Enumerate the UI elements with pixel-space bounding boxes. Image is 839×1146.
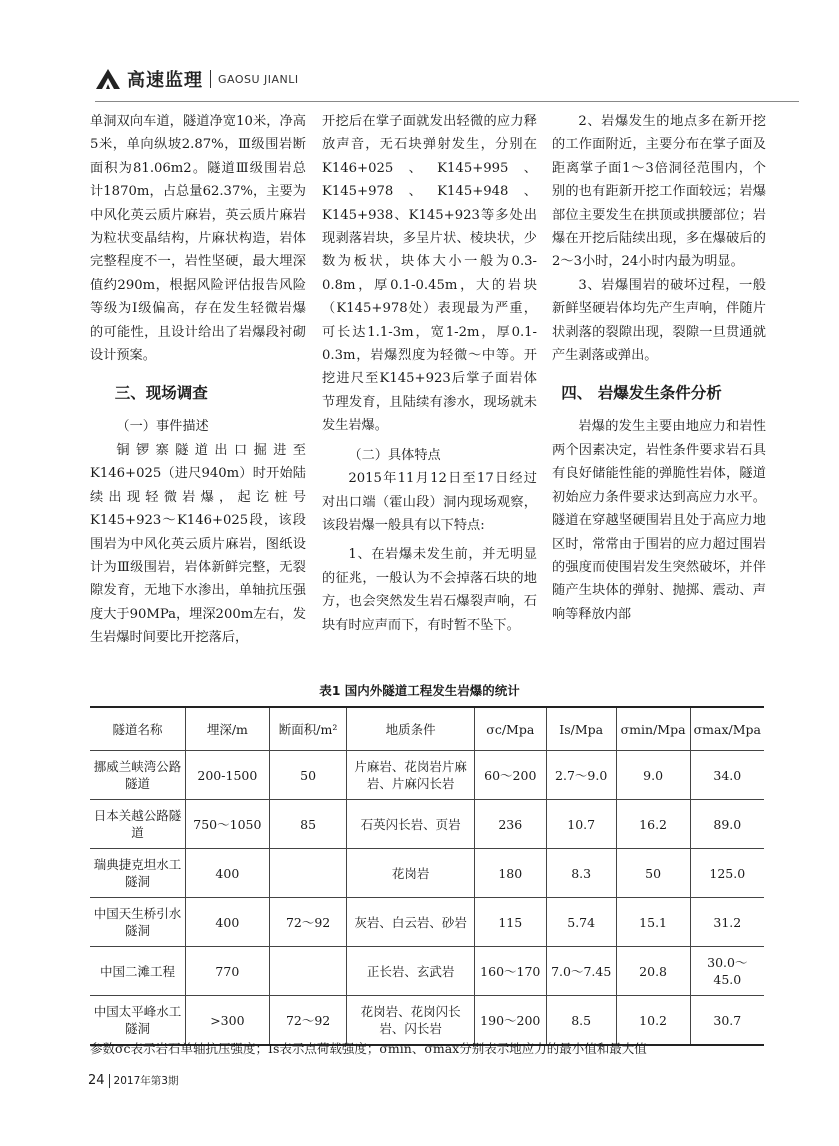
footer-divider — [109, 1074, 110, 1088]
table-cell: 89.0 — [690, 800, 764, 849]
table-cell: 中国二滩工程 — [90, 947, 186, 996]
table-cell: 中国天生桥引水隧洞 — [90, 898, 186, 947]
table-cell: 挪威兰峡湾公路隧道 — [90, 751, 186, 800]
table-header-cell: σmin/Mpa — [616, 707, 690, 751]
paragraph: 1、在岩爆未发生前，并无明显的征兆，一般认为不会掉落石块的地方，也会突然发生岩石爆裂声响，石块有时应声而下，有时暂不坠下。 — [322, 547, 537, 633]
table-header-row — [90, 707, 764, 751]
table-cell: 750～1050 — [186, 800, 270, 849]
table-header-cell: 埋深/m — [186, 707, 270, 751]
page-number: 24 — [88, 1073, 105, 1088]
table-cell: 30.7 — [690, 996, 764, 1046]
table-cell: 236 — [474, 800, 546, 849]
text-column-3 — [552, 110, 766, 626]
table-header-cell: σc/Mpa — [474, 707, 546, 751]
table-cell: 160～170 — [474, 947, 546, 996]
table-header-cell: σmax/Mpa — [690, 707, 764, 751]
table-cell: 8.3 — [546, 849, 616, 898]
text-column-2 — [322, 110, 537, 637]
table-cell: 10.7 — [546, 800, 616, 849]
table-cell: 花岗岩、花岗闪长岩、闪长岩 — [347, 996, 474, 1046]
table-cell: 115 — [474, 898, 546, 947]
section-heading-3: 三、现场调查 — [114, 384, 208, 403]
table-cell: 10.2 — [616, 996, 690, 1046]
subsection-heading-2: （二）具体特点 — [348, 447, 441, 463]
table-cell: 灰岩、白云岩、砂岩 — [347, 898, 474, 947]
table-cell: 中国太平峰水工隧洞 — [90, 996, 186, 1046]
table-cell: 日本关越公路隧道 — [90, 800, 186, 849]
table-row — [90, 751, 764, 800]
table-cell: 180 — [474, 849, 546, 898]
table-cell: 瑞典捷克坦水工隧洞 — [90, 849, 186, 898]
table-header-cell: 地质条件 — [347, 707, 474, 751]
rockburst-statistics-table — [90, 706, 764, 1046]
table-cell: 2.7～9.0 — [546, 751, 616, 800]
table-cell: 190～200 — [474, 996, 546, 1046]
table-cell: 5.74 — [546, 898, 616, 947]
table-cell: 50 — [616, 849, 690, 898]
table-cell: 正长岩、玄武岩 — [347, 947, 474, 996]
table-cell: 30.0～45.0 — [690, 947, 764, 996]
table-cell: 125.0 — [690, 849, 764, 898]
table-cell: 400 — [186, 898, 270, 947]
table-header-cell: 隧道名称 — [90, 707, 186, 751]
table-cell: 石英闪长岩、页岩 — [347, 800, 474, 849]
paragraph: 2015年11月12日至17日经过对出口端（霍山段）洞内现场观察，该段岩爆一般具有以下特点: — [322, 471, 537, 533]
table-cell: 60～200 — [474, 751, 546, 800]
section-heading-4: 四、 岩爆发生条件分析 — [561, 384, 722, 403]
table-cell: 片麻岩、花岗岩片麻岩、片麻闪长岩 — [347, 751, 474, 800]
table-cell: 50 — [269, 751, 347, 800]
journal-logo-icon — [95, 66, 121, 92]
subsection-heading-1: （一）事件描述 — [116, 419, 209, 435]
table-cell: 85 — [269, 800, 347, 849]
table-cell: 9.0 — [616, 751, 690, 800]
journal-name: 高速监理 — [127, 70, 203, 91]
table-header-cell: 断面积/m² — [269, 707, 347, 751]
table-row — [90, 898, 764, 947]
table-cell: 20.8 — [616, 947, 690, 996]
table-cell — [269, 947, 347, 996]
table-cell — [269, 849, 347, 898]
table-cell: 15.1 — [616, 898, 690, 947]
table-cell: 770 — [186, 947, 270, 996]
table-row — [90, 800, 764, 849]
table-cell: 31.2 — [690, 898, 764, 947]
table-cell: 400 — [186, 849, 270, 898]
table-note: 参数σc表示岩石单轴抗压强度；Is表示点荷载强度；σmin、σmax分别表示地应力的最小值和最大值 — [90, 1041, 647, 1056]
table-cell: 72～92 — [269, 996, 347, 1046]
paragraph: 开挖后在掌子面就发出轻微的应力释放声音，无石块弹射发生，分别在K146+025、K145+995、K145+978、K145+948、K145+938、K145+923等多处出现剥落岩块，多呈片状、棱块状，少数为板状，块体大小一般为0.3-0.8m，厚0.1-0.45m，大的岩块（K145+978处）表现最为严重，可长达1.1-3m，宽1-2m，厚0.1-0.3m，岩爆烈度为轻微～中等。开挖进尺至K145+923后掌子面岩体节理发育，且陆续有渗水，现场就未发生岩爆。 — [322, 114, 537, 434]
table-cell: 8.5 — [546, 996, 616, 1046]
paragraph: 3、岩爆围岩的破坏过程，一般新鲜坚硬岩体均先产生声响，伴随片状剥落的裂隙出现，裂隙一旦贯通就产生剥落或弹出。 — [552, 277, 766, 364]
page-header — [95, 64, 299, 94]
paragraph: 岩爆的发生主要由地应力和岩性两个因素决定，岩性条件要求岩石具有良好储能性能的弹脆性岩体，隧道初始应力条件要求达到高应力水平。隧道在穿越坚硬围岩且处于高应力地区时，常常由于围岩的应力超过围岩的强度而使围岩发生突然破坏，并伴随产生块体的弹射、抛掷、震动、声响等释放内部 — [552, 419, 766, 622]
header-divider — [210, 70, 211, 88]
table-cell: 34.0 — [690, 751, 764, 800]
journal-name-en: GAOSU JIANLI — [218, 72, 299, 86]
table-row — [90, 947, 764, 996]
table-row — [90, 996, 764, 1046]
text-column-1 — [90, 110, 306, 650]
paragraph: 2、岩爆发生的地点多在新开挖的工作面附近，主要分布在掌子面及距离掌子面1～3倍洞径范围内，个别的也有距新开挖工作面较远；岩爆部位主要发生在拱顶或拱腰部位；岩爆在开挖后陆续出现，多在爆破后的2～3小时，24小时内最为明显。 — [552, 114, 766, 270]
table-cell: 花岗岩 — [347, 849, 474, 898]
table-header-cell: Is/Mpa — [546, 707, 616, 751]
table-cell: 200-1500 — [186, 751, 270, 800]
table-cell: 16.2 — [616, 800, 690, 849]
page-footer — [88, 1073, 178, 1088]
table-row — [90, 849, 764, 898]
table-cell: 72～92 — [269, 898, 347, 947]
paragraph: 铜锣寨隧道出口掘进至K146+025（进尺940m）时开始陆续出现轻微岩爆，起讫桩号K145+923～K146+025段，该段围岩为中风化英云质片麻岩，图纸设计为Ⅲ级围岩，岩体新鲜完整，无裂隙发育，无地下水渗出，单轴抗压强度大于90MPa，埋深200m左右，发生岩爆时间要比开挖落后， — [90, 442, 306, 646]
table-caption: 表1 国内外隧道工程发生岩爆的统计 — [319, 683, 520, 698]
header-rule — [95, 101, 799, 102]
table-cell: 7.0～7.45 — [546, 947, 616, 996]
table-cell: >300 — [186, 996, 270, 1046]
paragraph: 单洞双向车道，隧道净宽10米，净高5米，单向纵坡2.87%，Ⅲ级围岩断面积为81.06m2。隧道Ⅲ级围岩总计1870m，占总量62.37%，主要为中风化英云质片麻岩，英云质片麻岩为粒状变晶结构，片麻状构造，岩体完整程度不一，岩性坚硬，最大埋深值约290m，根据风险评估报告风险等级为Ⅰ级偏高，存在发生轻微岩爆的可能性，且设计给出了岩爆段衬砌设计预案。 — [90, 114, 306, 364]
issue-label: 2017年第3期 — [113, 1075, 179, 1087]
